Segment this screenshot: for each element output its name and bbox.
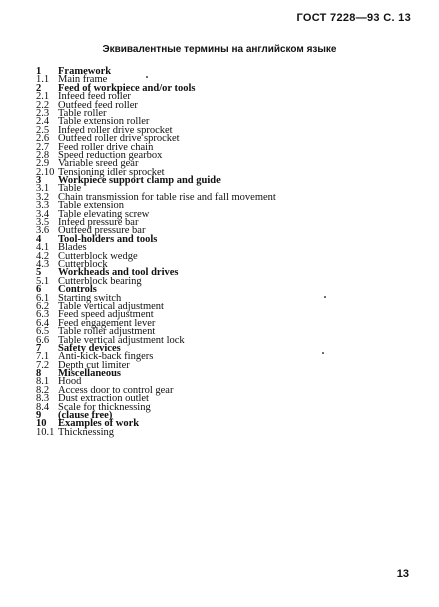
term-text: Table [58, 183, 82, 195]
term-text: Depth cut limiter [58, 359, 130, 371]
scan-speck [322, 352, 324, 354]
term-number: 1.1 [36, 74, 50, 86]
term-text: Thicknessing [58, 426, 114, 438]
term-number: 10.1 [36, 426, 55, 438]
term-text: Controls [58, 284, 97, 296]
term-number: 2.2 [36, 99, 50, 111]
term-text: Table roller [58, 107, 107, 119]
term-text: Tensioning idler sprocket [58, 166, 165, 178]
term-text: Feed engagement lever [58, 317, 156, 329]
term-number: 2.3 [36, 107, 50, 119]
term-text: Starting switch [58, 292, 122, 304]
term-text: Table elevating screw [58, 208, 150, 220]
term-number: 6 [36, 284, 42, 296]
term-number: 2.6 [36, 133, 50, 145]
term-number: 6.6 [36, 334, 50, 346]
term-text: Framework [58, 66, 112, 77]
term-number: 2.10 [36, 166, 55, 178]
term-number: 3.3 [36, 200, 50, 212]
term-text: Outfeed roller drive sprocket [58, 133, 180, 145]
term-text: Table vertical adjustment lock [58, 334, 185, 346]
term-number: 6.5 [36, 326, 50, 338]
term-text: Main frame [58, 74, 108, 86]
term-row [36, 370, 416, 378]
term-text: Chain transmission for table rise and fall movement [58, 191, 276, 203]
term-text: Table roller adjustment [58, 326, 156, 338]
term-text: Table vertical adjustment [58, 300, 164, 312]
term-text: Infeed roller drive sprocket [58, 124, 173, 136]
term-number: 6.2 [36, 300, 50, 312]
term-number: 4.1 [36, 242, 50, 254]
term-number: 4.2 [36, 250, 50, 262]
term-text: Outfeed feed roller [58, 99, 138, 111]
term-number: 8.3 [36, 393, 50, 405]
term-text: Feed roller drive chain [58, 141, 154, 153]
term-text: Workheads and tool drives [58, 267, 179, 279]
term-number: 2.4 [36, 116, 50, 128]
term-number: 7.2 [36, 359, 50, 371]
term-text: Hood [58, 376, 82, 388]
term-number: 7.1 [36, 351, 50, 363]
term-number: 9 [36, 410, 42, 422]
term-number: 10 [36, 418, 47, 430]
term-number: 2.1 [36, 91, 50, 103]
term-text: Cutterblock bearing [58, 275, 142, 287]
term-number: 6.1 [36, 292, 50, 304]
term-number: 8 [36, 368, 42, 380]
term-number: 3.1 [36, 183, 50, 195]
term-text: Safety devices [58, 342, 121, 354]
page-number: 13 [396, 568, 409, 580]
scan-speck [324, 296, 326, 298]
term-text: Blades [58, 242, 87, 254]
term-number: 3.6 [36, 225, 50, 237]
term-number: 6.3 [36, 309, 50, 321]
term-number: 2.5 [36, 124, 50, 136]
scan-speck [146, 76, 148, 78]
term-text: Variable sreed gear [58, 158, 139, 170]
term-number: 2.9 [36, 158, 50, 170]
term-number: 4 [36, 233, 42, 245]
term-text: Feed of workpiece and/or tools [58, 82, 196, 94]
term-text: Scale for thicknessing [58, 401, 151, 413]
term-number: 8.1 [36, 376, 50, 388]
section-title: Эквивалентные термины на английском языке [102, 44, 337, 55]
term-text: Feed speed adjustment [58, 309, 154, 321]
term-text: Speed reduction gearbox [58, 149, 163, 161]
term-number: 3.4 [36, 208, 50, 220]
term-text: Infeed pressure bar [58, 217, 139, 229]
term-text: Access door to control gear [58, 384, 174, 396]
term-text: Examples of work [58, 418, 140, 430]
term-number: 6.4 [36, 317, 50, 329]
term-number: 1 [36, 66, 42, 77]
term-number: 7 [36, 342, 42, 354]
term-number: 3 [36, 175, 42, 187]
term-text: (clause free) [58, 410, 113, 422]
term-row [36, 177, 416, 185]
term-number: 2.8 [36, 149, 50, 161]
term-number: 4.3 [36, 258, 50, 270]
term-number: 5 [36, 267, 42, 279]
term-number: 5.1 [36, 275, 50, 287]
term-number: 8.2 [36, 384, 50, 396]
term-text: Table extension roller [58, 116, 150, 128]
term-number: 2 [36, 82, 42, 94]
term-text: Outfeed pressure bar [58, 225, 146, 237]
term-text: Tool-holders and tools [58, 233, 158, 245]
term-text: Table extension [58, 200, 125, 212]
term-text: Cutterblock [58, 258, 108, 270]
term-text: Anti-kick-back fingers [58, 351, 154, 363]
term-text: Infeed feed roller [58, 91, 131, 103]
document-header: ГОСТ 7228—93 С. 13 [296, 12, 411, 24]
term-text: Workpiece support clamp and guide [58, 175, 221, 187]
term-list [36, 68, 416, 437]
term-row [36, 233, 416, 245]
term-number: 8.4 [36, 401, 50, 413]
term-number: 3.5 [36, 217, 50, 229]
term-text: Miscellaneous [58, 368, 121, 380]
term-number: 2.7 [36, 141, 50, 153]
term-text: Dust extraction outlet [58, 393, 149, 405]
term-row [36, 426, 416, 438]
term-number: 3.2 [36, 191, 50, 203]
term-text: Cutterblock wedge [58, 250, 138, 262]
